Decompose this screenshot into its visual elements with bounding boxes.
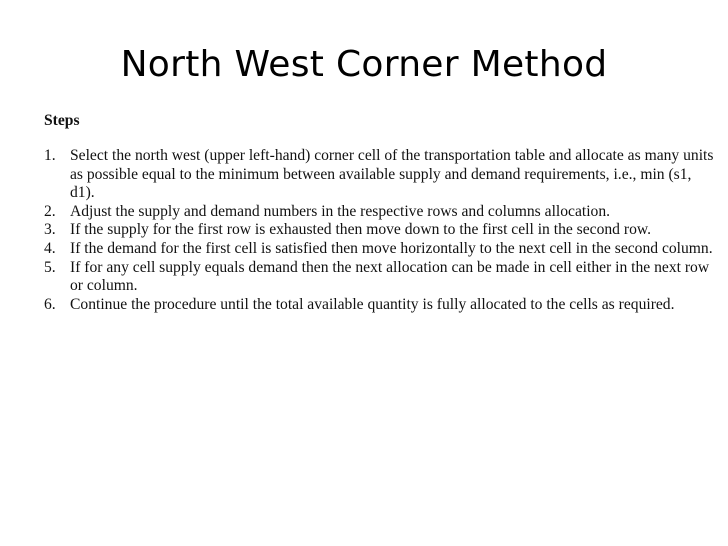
- step-number: 5.: [44, 258, 56, 276]
- step-text: If the supply for the first row is exhausted then move down to the first cell in the second row.: [70, 221, 652, 239]
- step-text: Adjust the supply and demand numbers in the respective rows and columns allocation.: [70, 202, 611, 220]
- step-item-3: [44, 221, 716, 240]
- step-text: If for any cell supply equals demand then the next allocation can be made in cell either in the next row or column.: [70, 258, 710, 295]
- step-number: 3.: [44, 221, 56, 239]
- step-number: 2.: [44, 202, 56, 220]
- steps-image-block: [44, 112, 716, 314]
- step-text: Continue the procedure until the total available quantity is fully allocated to the cells as required.: [70, 295, 675, 313]
- step-text: If the demand for the first cell is satisfied then move horizontally to the next cell in the second column.: [70, 239, 713, 257]
- step-number: 4.: [44, 239, 56, 257]
- steps-list: [44, 147, 716, 314]
- step-item-5: [44, 259, 716, 296]
- slide-title: North West Corner Method: [120, 44, 608, 85]
- steps-heading: Steps: [44, 112, 80, 129]
- step-item-6: [44, 296, 716, 315]
- step-number: 6.: [44, 295, 56, 313]
- step-item-4: [44, 240, 716, 259]
- step-number: 1.: [44, 147, 56, 164]
- step-item-1: [44, 147, 716, 203]
- step-text: Select the north west (upper left-hand) corner cell of the transportation table and allocate as many units as possible equal to the minimum between available supply and demand requirements, i.e., min (s1, d1).: [70, 147, 714, 202]
- step-item-2: [44, 203, 716, 222]
